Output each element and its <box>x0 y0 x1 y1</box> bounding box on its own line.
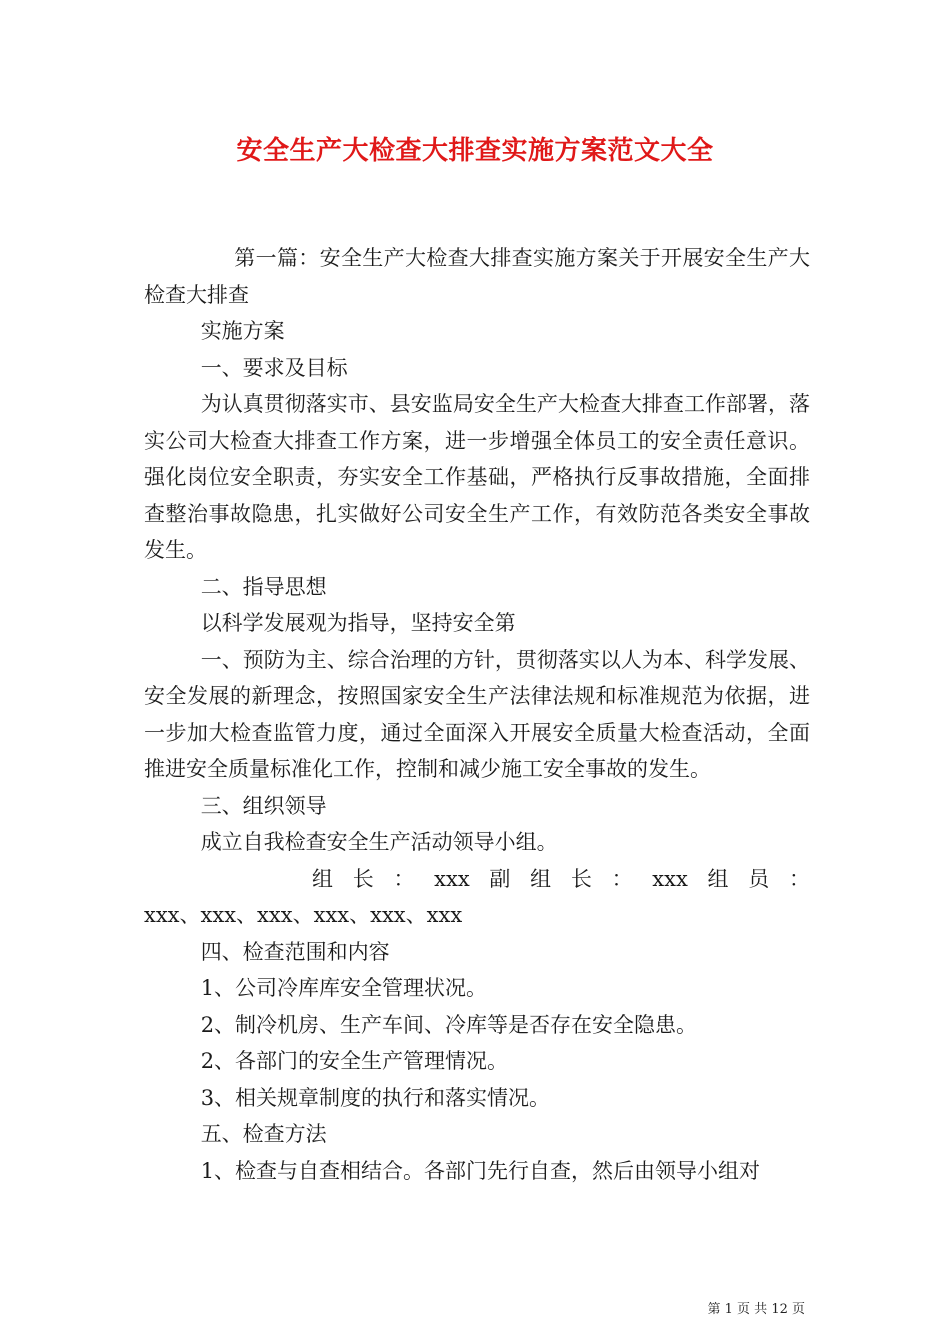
roster-token: 长 <box>352 866 374 891</box>
roster-token: ： <box>393 866 415 891</box>
section-heading: 一、要求及目标 <box>200 355 348 380</box>
paragraph: 一、预防为主、综合治理的方针，贯彻落实以人为本、科学发展、安全发展的新理念，按照国家安全生产法律法规和标准规范为依据，进一步加大检查监管力度，通过全面深入开展安全质量大检查活动，全面推进安全质量标准化工作，控制和减少施工安全事故的发生。 <box>144 647 810 781</box>
roster-token: 组 <box>312 866 333 891</box>
paragraph: 实施方案 <box>200 319 285 343</box>
section-heading: 三、组织领导 <box>200 793 327 818</box>
document-body <box>144 240 810 1189</box>
roster-token: xxx <box>434 866 470 891</box>
list-item: 3、相关规章制度的执行和落实情况。 <box>200 1085 551 1110</box>
roster-token: 长 <box>570 866 592 891</box>
section-heading: 四、检查范围和内容 <box>200 939 390 964</box>
paragraph: 以科学发展观为指导，坚持安全第 <box>200 611 516 635</box>
roster-token: 副 <box>489 866 511 891</box>
document-title: 安全生产大检查大排查实施方案范文大全 <box>236 136 714 166</box>
paragraph: 为认真贯彻落实市、县安监局安全生产大检查大排查工作部署，落实公司大检查大排查工作方案，进一步增强全体员工的安全责任意识。强化岗位安全职责，夯实安全工作基础，严格执行反事故措施，全面排查整治事故隐患，扎实做好公司安全生产工作，有效防范各类安全事故发生。 <box>144 392 810 562</box>
section-heading: 二、指导思想 <box>200 574 327 599</box>
section-heading: 五、检查方法 <box>200 1122 327 1146</box>
roster-token: xxx <box>652 866 688 891</box>
list-item: 1、公司冷库库安全管理状况。 <box>200 976 488 1000</box>
paragraph: 成立自我检查安全生产活动领导小组。 <box>200 830 558 854</box>
page-number: 第 1 页 共 12 页 <box>707 1302 805 1317</box>
roster-token: ： <box>611 866 633 891</box>
list-item: 2、制冷机房、生产车间、冷库等是否存在安全隐患。 <box>200 1012 698 1037</box>
roster-token: 组 <box>530 866 552 891</box>
roster-line <box>144 861 810 898</box>
paragraph: 第一篇：安全生产大检查大排查实施方案关于开展安全生产大检查大排查 <box>144 246 810 307</box>
roster-members: xxx、xxx、xxx、xxx、xxx、xxx <box>144 903 463 927</box>
roster-token: 员 <box>748 866 770 891</box>
roster-token: 组 <box>707 866 729 891</box>
roster-token: ： <box>788 866 810 891</box>
list-item: 1、检查与自查相结合。各部门先行自查，然后由领导小组对 <box>200 1158 761 1183</box>
list-item: 2、各部门的安全生产管理情况。 <box>200 1049 509 1073</box>
